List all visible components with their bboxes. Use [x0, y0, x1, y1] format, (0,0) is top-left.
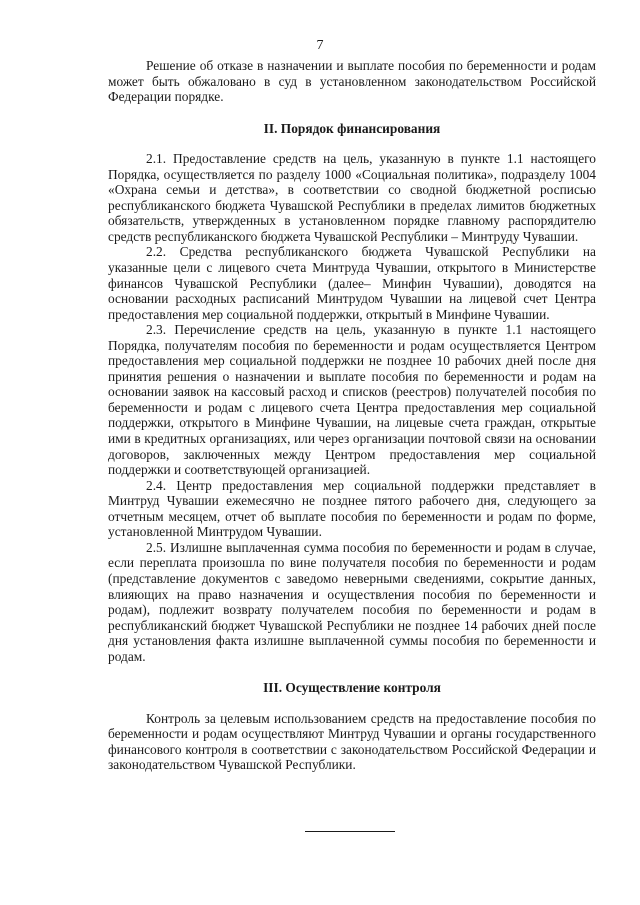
section-3-heading: III. Осуществление контроля: [263, 680, 441, 696]
closing-divider-line: [305, 831, 395, 832]
paragraph-3: Контроль за целевым использованием средств на предоставление пособия по беременности и родам осуществляют Минтруд Чувашии и органы государственного финансового контроля в соответствии с законодательством Российской Федерации и законодательством Чувашской Республики.: [108, 710, 596, 773]
paragraph-2-1: 2.1. Предоставление средств на цель, указанную в пункте 1.1 настоящего Порядка, осуществляется по разделу 1000 «Социальная политика», подразделу 1004 «Охрана семьи и детства», в соответствии со сводной бюджетной росписью республиканского бюджета Чувашской Республики в пределах лимитов бюджетных обязательств, утвержденных в установленном порядке главному распорядителю средств республиканского бюджета Чувашской Республики – Минтруду Чувашии.: [108, 151, 596, 244]
page-number: 7: [316, 38, 324, 53]
page-content: [108, 58, 596, 773]
paragraph-2-2: 2.2. Средства республиканского бюджета Чувашской Республики на указанные цели с лицевого счета Минтруда Чувашии, открытого в Министерстве финансов Чувашской Республики (далее– Минфин Чувашии), доводятся на основании расходных расписаний Минтрудом Чувашии на лицевой счет Центра предоставления мер социальной поддержки, открытый в Минфине Чувашии.: [108, 244, 596, 322]
intro-paragraph: Решение об отказе в назначении и выплате пособия по беременности и родам может быть обжаловано в суд в установленном законодательством Российской Федерации порядке.: [108, 58, 596, 105]
paragraph-2-5: 2.5. Излишне выплаченная сумма пособия по беременности и родам в случае, если переплата произошла по вине получателя пособия по беременности и родам (представление документов с заведомо неверными сведениями, сокрытие данных, влияющих на право назначения и осуществления пособия по беременности и родам), подлежит возврату получателем пособия по беременности и родам в республиканский бюджет Чувашской Республики не позднее 14 рабочих дней после дня установления факта излишне выплаченной суммы пособия по беременности и родам.: [108, 539, 596, 664]
paragraph-2-3: 2.3. Перечисление средств на цель, указанную в пункте 1.1 настоящего Порядка, получателям пособия по беременности и родам осуществляется Центром предоставления мер социальной поддержки не позднее 10 рабочих дней после дня принятия решения о назначении и выплате пособия по беременности и родам на основании заявок на кассовый расход и списков (реестров) получателей пособия по беременности и родам с лицевого счета Центра предоставления мер социальной поддержки, открытого в Минфине Чувашии, на лицевые счета граждан, открытые ими в кредитных организациях, или через организации почтовой связи на основании договоров, заключенных между Центром предоставления мер социальной поддержки и соответствующей организацией.: [108, 322, 596, 478]
section-2-heading: II. Порядок финансирования: [263, 120, 441, 136]
paragraph-2-4: 2.4. Центр предоставления мер социальной поддержки представляет в Минтруд Чувашии ежемесячно не позднее пятого рабочего дня, следующего за отчетным месяцем, отчет об выплате пособия по беременности и родам по форме, установленной Минтрудом Чувашии.: [108, 477, 596, 540]
